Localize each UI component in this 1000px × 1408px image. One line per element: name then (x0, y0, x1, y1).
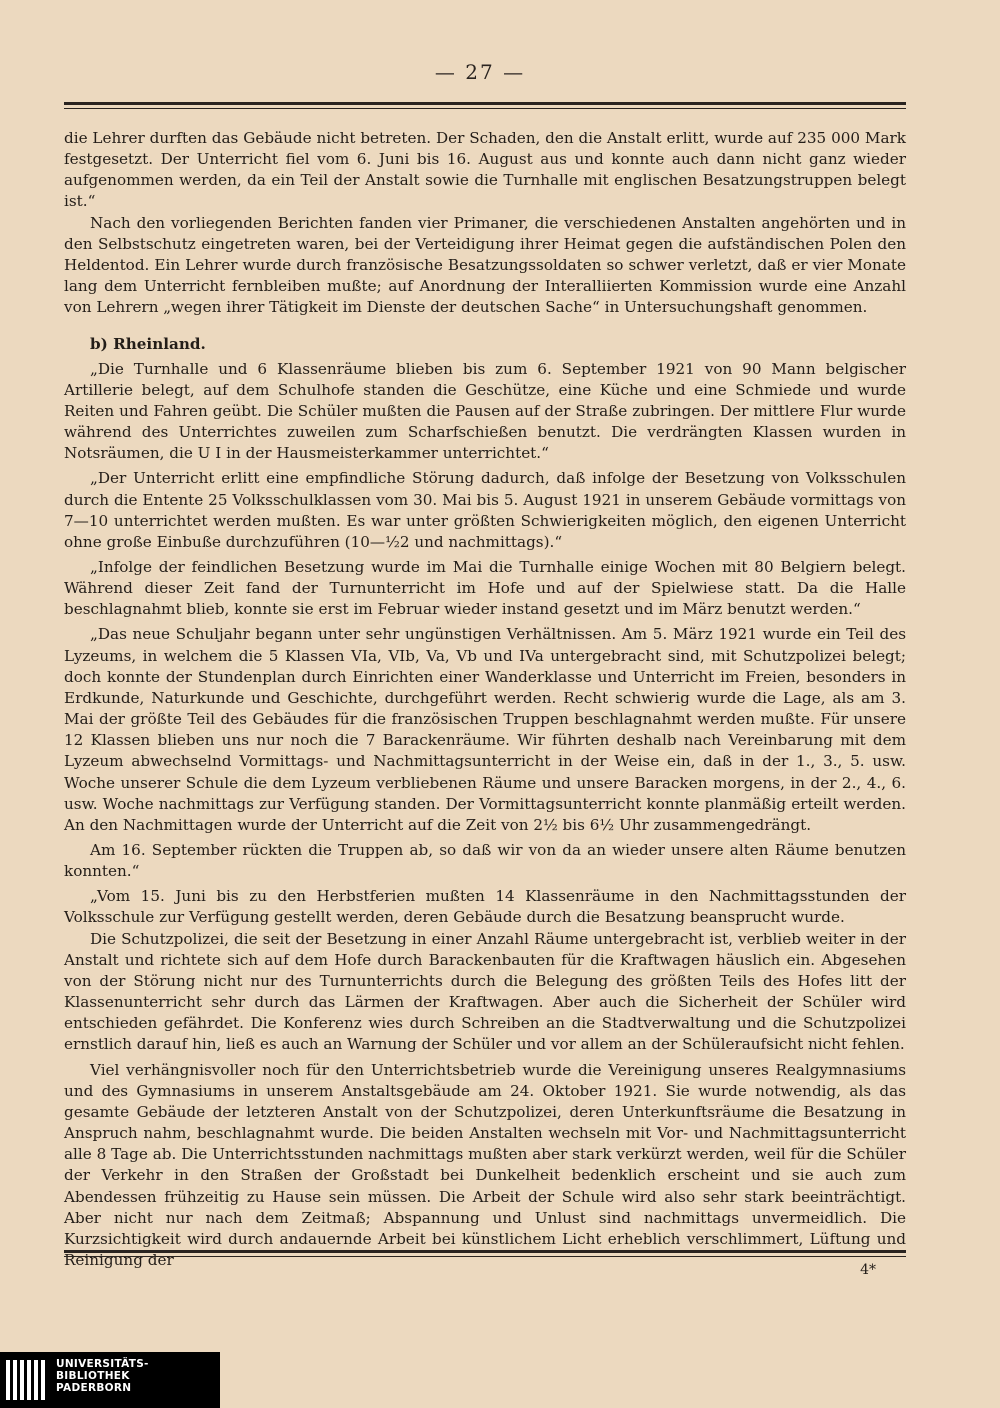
library-logo-bars-icon (6, 1360, 46, 1400)
paragraph-5: „Infolge der feindlichen Besetzung wurde im Mai die Turnhalle einige Wochen mit 80 Belgiern belegt. Während dieser Zeit fand der Turnunterricht im Hofe und auf der Spielwiese statt. Da die Halle beschlagnahmt blieb, konnte sie erst im Februar wieder instand gesetzt und im März benutzt werden.“ (64, 557, 906, 619)
paragraph-1: die Lehrer durften das Gebäude nicht betreten. Der Schaden, den die Anstalt erlitt, wurde auf 235 000 Mark festgesetzt. Der Unterricht fiel vom 6. Juni bis 16. August aus und konnte auch dann nicht ganz wieder aufgenommen werden, da ein Teil der Anstalt sowie die Turnhalle mit englischen Besatzungstruppen belegt ist.“ (64, 129, 906, 211)
logo-line-3: PADERBORN (56, 1382, 132, 1394)
paragraph-10: Viel verhängnisvoller noch für den Unterrichtsbetrieb wurde die Vereinigung unseres Realgymnasiums und des Gymnasiums in unserem Anstaltsgebäude am 24. Oktober 1921. Sie wurde notwendig, als das gesamte Gebäude der letzteren Anstalt von der Schutzpolizei, deren Unterkunftsräume die Besatzung in Anspruch nahm, beschlagnahmt wurde. Die beiden Anstalten wechseln mit Vor- und Nachmittagsunterricht alle 8 Tage ab. Die Unterrichtsstunden nachmittags mußten aber stark verkürzt werden, weil für die Schüler der Verkehr in den Straßen der Großstadt bei Dunkelheit bedenklich erscheint und sie auch zum Abendessen frühzeitig zu Hause sein müssen. Die Arbeit der Schule wird also sehr stark beeinträchtigt. Aber nicht nur nach dem Zeitmaß; Abspannung und Unlust sind nachmittags unvermeidlich. Die Kurzsichtigkeit wird durch andauernde Arbeit bei künstlichem Licht erheblich verschlimmert, Lüftung und Reinigung der (64, 1060, 906, 1269)
footer-rule-thick (64, 1250, 906, 1253)
logo-line-2: BIBLIOTHEK (56, 1370, 130, 1382)
library-logo-text (56, 1358, 149, 1394)
logo-line-1: UNIVERSITÄTS- (56, 1358, 149, 1370)
library-logo (0, 1352, 220, 1408)
paragraph-2: Nach den vorliegenden Berichten fanden vier Primaner, die verschiedenen Anstalten angehörten und in den Selbstschutz eingetreten waren, bei der Verteidigung ihrer Heimat gegen die aufständischen Polen den Heldentod. Ein Lehrer wurde durch französische Besatzungssoldaten so schwer verletzt, daß er vier Monate lang dem Unterricht fernbleiben mußte; auf Anordnung der Interalliierten Kommission wurde eine Anzahl von Lehrern „wegen ihrer Tätigkeit im Dienste der deutschen Sache“ in Untersuchungshaft genommen. (64, 213, 906, 317)
page-number: — 27 — (434, 60, 526, 84)
section-heading-rheinland: b) Rheinland. (90, 335, 206, 354)
signature-mark: 4* (860, 1262, 876, 1278)
paragraph-6: „Das neue Schuljahr begann unter sehr ungünstigen Verhältnissen. Am 5. März 1921 wurde ein Teil des Lyzeums, in welchem die 5 Klassen VIa, VIb, Va, Vb und IVa untergebracht sind, mit Schutzpolizei belegt; doch konnte der Stundenplan durch Einrichten einer Wanderklasse und Unterricht im Freien, besonders in Erdkunde, Naturkunde und Geschichte, durchgeführt werden. Recht schwierig wurde die Lage, als am 3. Mai der größte Teil des Gebäudes für die französischen Truppen beschlagnahmt werden mußte. Für unsere 12 Klassen blieben uns nur noch die 7 Barackenräume. Wir führten deshalb nach Vereinbarung mit dem Lyzeum abwechselnd Vormittags- und Nachmittagsunterricht in der Weise ein, daß in der 1., 3., 5. usw. Woche unserer Schule die dem Lyzeum verbliebenen Räume und unsere Baracken morgens, in der 2., 4., 6. usw. Woche nachmittags zur Verfügung standen. Der Vormittagsunterricht konnte planmäßig erteilt werden. An den Nachmittagen wurde der Unterricht auf die Zeit von 2½ bis 6½ Uhr zusammengedrängt. (64, 625, 906, 834)
paragraph-9: Die Schutzpolizei, die seit der Besetzung in einer Anzahl Räume untergebracht ist, verblieb weiter in der Anstalt und richtete sich auf dem Hofe durch Barackenbauten für die Kraftwagen häuslich ein. Abgesehen von der Störung nicht nur des Turnunterrichts durch die Belegung des größten Teils des Hofes litt der Klassenunterricht sehr durch das Lärmen der Kraftwagen. Aber auch die Sicherheit der Schüler wird entschieden gefährdet. Die Konferenz wies durch Schreiben an die Stadtverwaltung und die Schutzpolizei ernstlich darauf hin, ließ es auch an Warnung der Schüler und vor allem an der Schüleraufsicht nicht fehlen. (64, 929, 906, 1054)
header-rule-thick (64, 102, 906, 105)
paragraph-7: Am 16. September rückten die Truppen ab, so daß wir von da an wieder unsere alten Räume benutzen konnten.“ (64, 841, 906, 881)
paragraph-4: „Der Unterricht erlitt eine empfindliche Störung dadurch, daß infolge der Besetzung von Volksschulen durch die Entente 25 Volksschulklassen vom 30. Mai bis 5. August 1921 in unserem Gebäude vormittags von 7—10 unterrichtet werden mußten. Es war unter größten Schwierigkeiten möglich, den eigenen Unterricht ohne große Einbuße durchzuführen (10—½2 und nachmittags).“ (64, 469, 906, 551)
paragraph-8: „Vom 15. Juni bis zu den Herbstferien mußten 14 Klassenräume in den Nachmittagsstunden der Volksschule zur Verfügung gestellt werden, deren Gebäude durch die Besatzung beansprucht wurde. (64, 887, 906, 927)
body-text (64, 128, 906, 1271)
header-rule-thin (64, 108, 906, 109)
footer-rule-thin (64, 1256, 906, 1257)
paragraph-3: „Die Turnhalle und 6 Klassenräume blieben bis zum 6. September 1921 von 90 Mann belgischer Artillerie belegt, auf dem Schulhofe standen die Geschütze, eine Küche und eine Schmiede und wurde Reiten und Fahren geübt. Die Schüler mußten die Pausen auf der Straße zubringen. Der mittlere Flur wurde während des Unterrichtes zuweilen zum Scharfschießen benutzt. Die verdrängten Klassen wurden in Notsräumen, die U I in der Hausmeisterkammer unterrichtet.“ (64, 359, 906, 463)
